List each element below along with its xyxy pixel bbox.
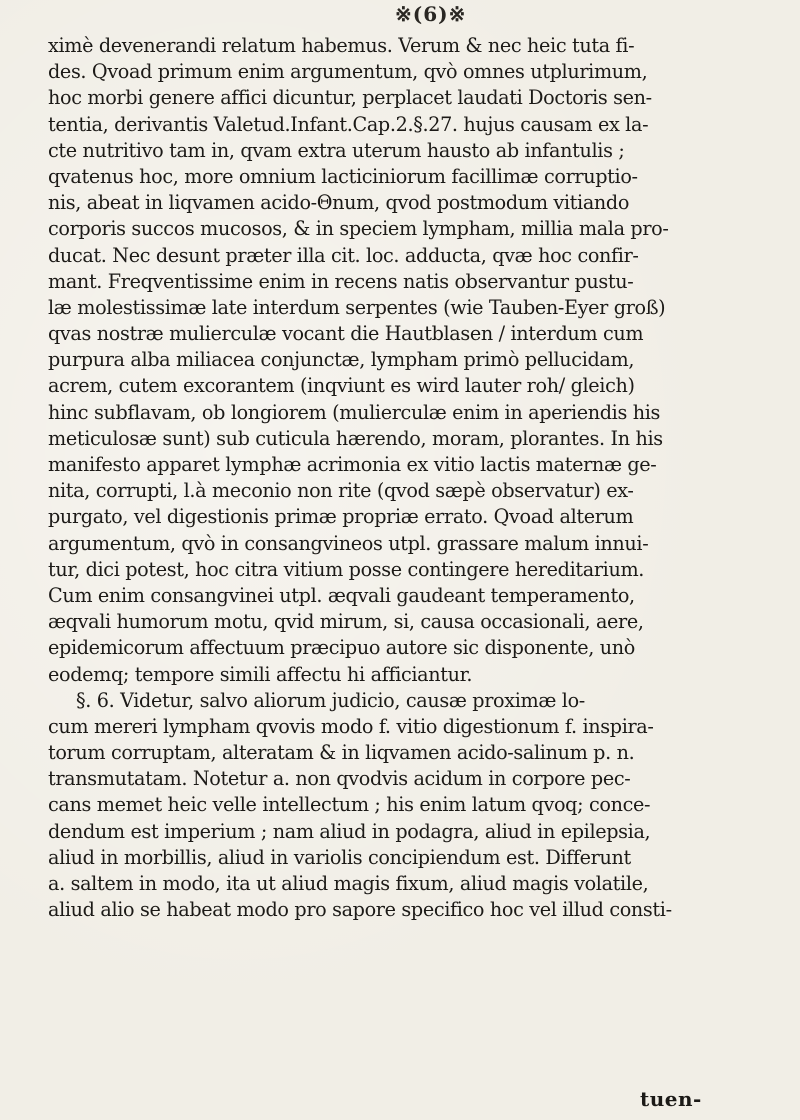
text-line: Cum enim consangvinei utpl. æqvali gaudeant temperamento, (48, 583, 635, 607)
text-line: mant. Freqventissime enim in recens natis observantur pustu- (48, 269, 634, 293)
text-line: argumentum, qvò in consangvineos utpl. grassare malum innui- (48, 531, 649, 555)
text-line: tur, dici potest, hoc citra vitium posse contingere hereditarium. (48, 557, 645, 581)
text-line: epidemicorum affectuum præcipuo autore sic disponente, unò (48, 636, 635, 660)
text-line: purpura alba miliacea conjunctæ, lympham primò pellucidam, (48, 348, 635, 372)
body-text (48, 33, 778, 923)
text-line: dendum est imperium ; nam aliud in podagra, aliud in epilepsia, (48, 819, 651, 843)
text-line: acrem, cutem excorantem (inqviunt es wird lauter roh/ gleich) (48, 374, 635, 398)
text-line: corporis succos mucosos, & in speciem lympham, millia mala pro- (48, 217, 669, 241)
text-line: tentia, derivantis Valetud.Infant.Cap.2.§.27. hujus causam ex la- (48, 112, 649, 136)
text-line: læ molestissimæ late interdum serpentes (wie Tauben-Eyer groß) (48, 295, 666, 319)
text-line: qvatenus hoc, more omnium lacticiniorum facillimæ corruptio- (48, 164, 638, 188)
page-header-mark: ※(6)※ (395, 2, 467, 26)
text-line: ducat. Nec desunt præter illa cit. loc. adducta, qvæ hoc confir- (48, 243, 639, 267)
text-line: manifesto apparet lymphæ acrimonia ex vitio lactis maternæ ge- (48, 453, 657, 476)
text-line: ximè devenerandi relatum habemus. Verum & nec heic tuta fi- (48, 34, 635, 57)
text-line: cte nutritivo tam in, qvam extra uterum hausto ab infantulis ; (48, 138, 625, 162)
text-line: aliud in morbillis, aliud in variolis concipiendum est. Differunt (48, 845, 631, 869)
text-line: hoc morbi genere affici dicuntur, perplacet laudati Doctoris sen- (48, 86, 652, 110)
text-line: a. saltem in modo, ita ut aliud magis fixum, aliud magis volatile, (48, 872, 649, 895)
text-line: cum mereri lympham qvovis modo f. vitio digestionum f. inspira- (48, 714, 654, 738)
text-line: nita, corrupti, l.à meconio non rite (qvod sæpè observatur) ex- (48, 479, 634, 503)
text-line: cans memet heic velle intellectum ; his enim latum qvoq; conce- (48, 793, 651, 817)
text-line: purgato, vel digestionis primæ propriæ errato. Qvoad alterum (48, 505, 634, 529)
text-line: nis, abeat in liqvamen acido-Θnum, qvod postmodum vitiando (48, 191, 630, 215)
text-line: aliud alio se habeat modo pro sapore specifico hoc vel illud consti- (48, 898, 672, 922)
text-line: torum corruptam, alteratam & in liqvamen acido-salinum p. n. (48, 741, 635, 765)
text-line: qvas nostræ mulierculæ vocant die Hautblasen / interdum cum (48, 322, 644, 346)
catchword: tuen- (640, 1087, 702, 1111)
text-line: transmutatam. Notetur a. non qvodvis acidum in corpore pec- (48, 767, 631, 791)
text-line: meticulosæ sunt) sub cuticula hærendo, moram, plorantes. In his (48, 426, 663, 450)
text-line: hinc subflavam, ob longiorem (mulierculæ enim in aperiendis his (48, 400, 661, 424)
text-line: æqvali humorum motu, qvid mirum, si, causa occasionali, aere, (48, 610, 644, 634)
text-line: des. Qvoad primum enim argumentum, qvò omnes utplurimum, (48, 60, 648, 84)
text-line: eodemq; tempore simili affectu hi afficiantur. (48, 662, 473, 686)
section-paragraph-start: §. 6. Videtur, salvo aliorum judicio, causæ proximæ lo- (76, 688, 585, 712)
